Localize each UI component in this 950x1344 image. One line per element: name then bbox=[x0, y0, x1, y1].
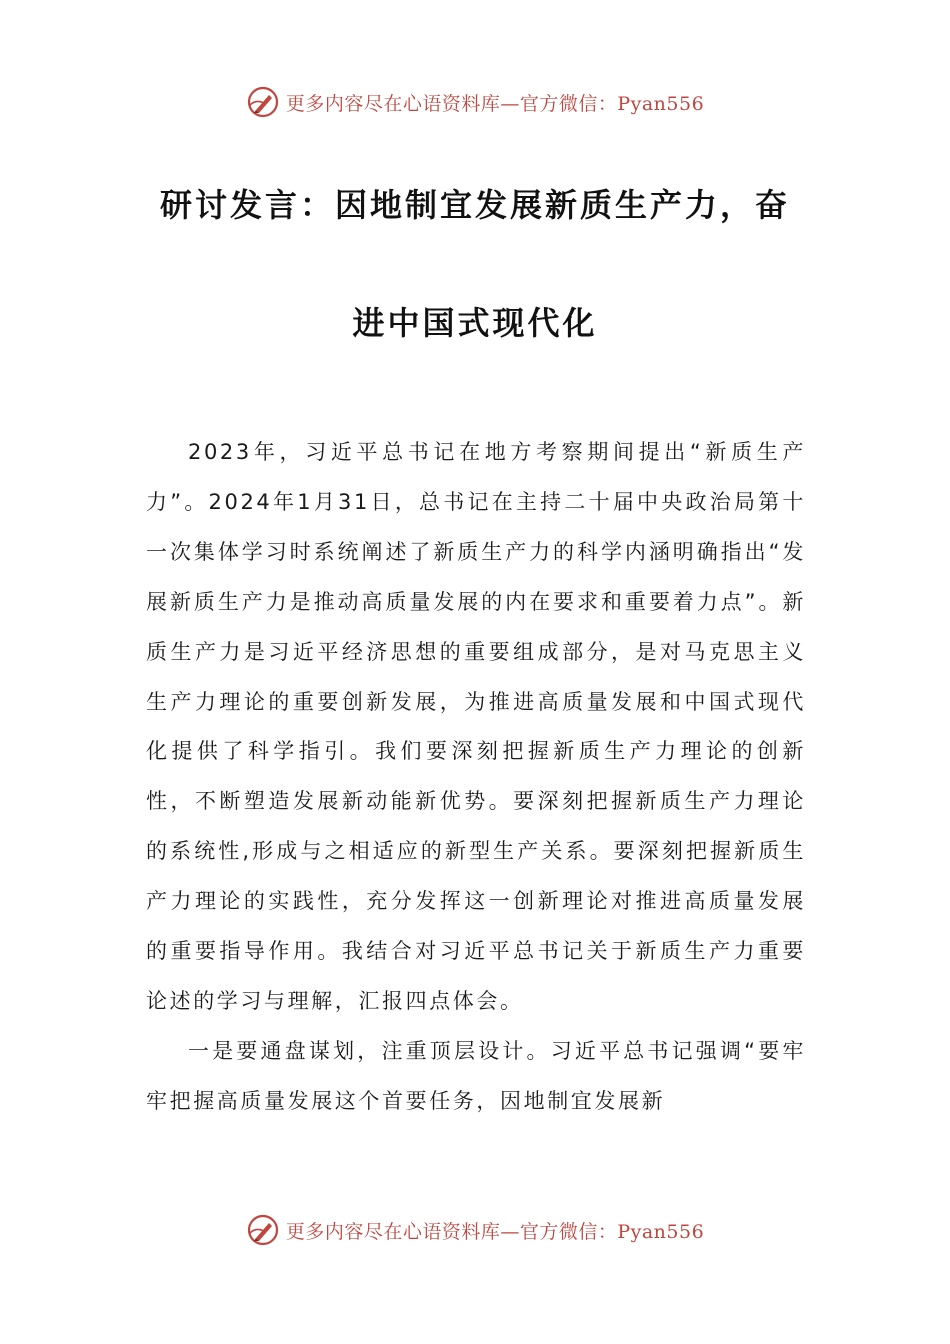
header-watermark bbox=[0, 82, 950, 122]
watermark-text: 更多内容尽在心语资料库—官方微信：Pyan556 bbox=[285, 92, 705, 115]
pen-logo-icon bbox=[246, 1213, 280, 1247]
paragraph-intro: 2023年，习近平总书记在地方考察期间提出“新质生产力”。2024年1月31日，总书记在主持二十届中央政治局第十一次集体学习时系统阐述了新质生产力的科学内涵明确指出“发展新质生产力是推动高质量发展的内在要求和重要着力点”。新质生产力是习近平经济思想的重要组成部分，是对马克思主义生产力理论的重要创新发展，为推进高质量发展和中国式现代化提供了科学指引。我们要深刻把握新质生产力理论的创新性，不断塑造发展新动能新优势。要深刻把握新质生产力理论的系统性,形成与之相适应的新型生产关系。要深刻把握新质生产力理论的实践性，充分发挥这一创新理论对推进高质量发展的重要指导作用。我结合对习近平总书记关于新质生产力重要论述的学习与理解，汇报四点体会。 bbox=[146, 440, 806, 1013]
paragraph-point-one: 一是要通盘谋划，注重顶层设计。习近平总书记强调“要牢牢把握高质量发展这个首要任务，因地制宜发展新 bbox=[146, 1038, 806, 1113]
title-line-2: 进中国式现代化 bbox=[352, 304, 598, 342]
watermark-text: 更多内容尽在心语资料库—官方微信：Pyan556 bbox=[285, 1220, 705, 1243]
article-body bbox=[146, 428, 806, 1127]
footer-watermark bbox=[0, 1210, 950, 1250]
pen-logo-icon bbox=[246, 85, 280, 119]
title-line-1: 研讨发言：因地制宜发展新质生产力，奋 bbox=[159, 186, 790, 224]
